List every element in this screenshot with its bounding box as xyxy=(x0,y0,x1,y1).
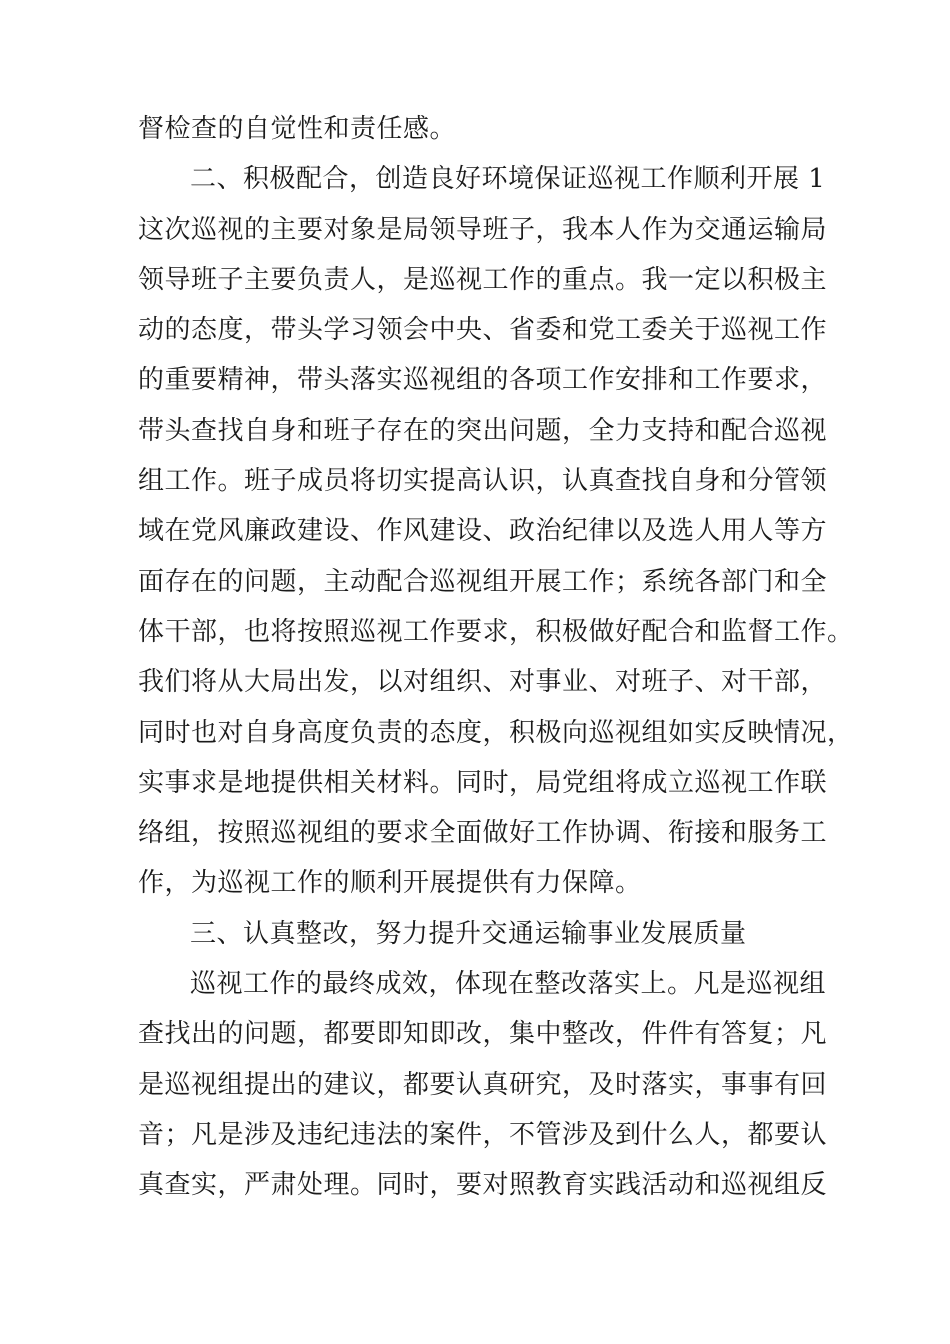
text-line-11: 体干部，也将按照巡视工作要求，积极做好配合和监督工作。 xyxy=(138,616,854,647)
text-line-19: 查找出的问题，都要即知即改，集中整改，件件有答复；凡 xyxy=(138,1019,828,1050)
text-line-14: 实事求是地提供相关材料。同时，局党组将成立巡视工作联 xyxy=(138,767,828,798)
text-line-21: 音；凡是涉及违纪违法的案件，不管涉及到什么人，都要认 xyxy=(138,1119,828,1150)
text-line-22: 真查实，严肃处理。同时，要对照教育实践活动和巡视组反 xyxy=(138,1170,828,1201)
text-line-18: 巡视工作的最终成效，体现在整改落实上。凡是巡视组 xyxy=(190,969,827,1000)
text-line-20: 是巡视组提出的建议，都要认真研究，及时落实，事事有回 xyxy=(138,1069,828,1100)
section-heading-2: 二、积极配合，创造良好环境保证巡视工作顺利开展 1 xyxy=(190,164,826,195)
text-line-12: 我们将从大局出发，以对组织、对事业、对班子、对干部， xyxy=(138,667,828,698)
text-line-9: 域在党风廉政建设、作风建设、政治纪律以及选人用人等方 xyxy=(138,516,828,547)
text-line-1: 督检查的自觉性和责任感。 xyxy=(138,114,457,144)
text-line-10: 面存在的问题，主动配合巡视组开展工作；系统各部门和全 xyxy=(138,566,828,597)
text-line-7: 带头查找自身和班子存在的突出问题，全力支持和配合巡视 xyxy=(138,415,828,446)
text-line-16: 作，为巡视工作的顺利开展提供有力保障。 xyxy=(138,868,642,899)
text-line-4: 领导班子主要负责人，是巡视工作的重点。我一定以积极主 xyxy=(138,264,828,295)
text-line-5: 动的态度，带头学习领会中央、省委和党工委关于巡视工作 xyxy=(138,315,828,346)
section-heading-3: 三、认真整改，努力提升交通运输事业发展质量 xyxy=(190,918,747,949)
text-line-6: 的重要精神，带头落实巡视组的各项工作安排和工作要求， xyxy=(138,365,828,396)
text-line-8: 组工作。班子成员将切实提高认识，认真查找自身和分管领 xyxy=(138,466,828,497)
text-line-13: 同时也对自身高度负责的态度，积极向巡视组如实反映情况， xyxy=(138,717,854,748)
text-line-15: 络组，按照巡视组的要求全面做好工作协调、衔接和服务工 xyxy=(138,818,828,849)
text-line-3: 这次巡视的主要对象是局领导班子，我本人作为交通运输局 xyxy=(138,214,828,245)
document-body xyxy=(138,104,854,1211)
